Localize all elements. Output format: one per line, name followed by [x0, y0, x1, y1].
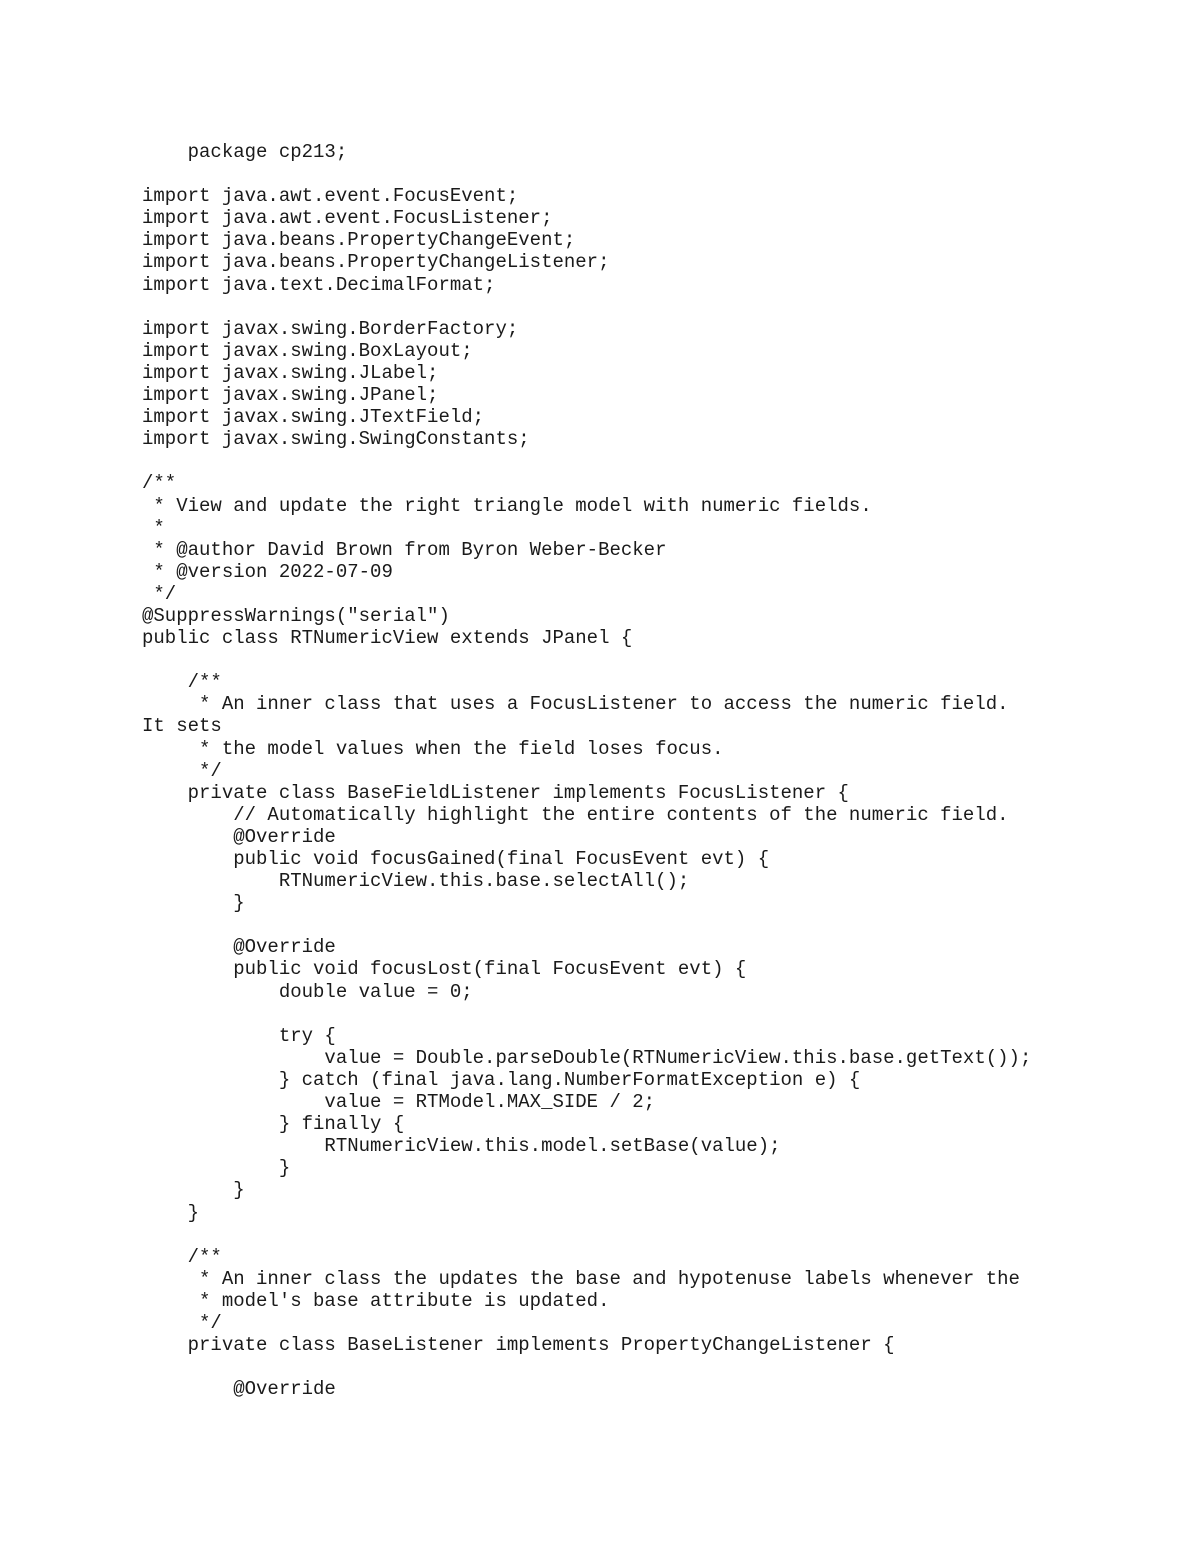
- code-line: [142, 1224, 1102, 1246]
- code-line: [142, 1003, 1102, 1025]
- code-line: /**: [142, 671, 222, 694]
- code-line: [142, 296, 1102, 318]
- code-line: import java.beans.PropertyChangeEvent;: [142, 229, 576, 252]
- code-line: } finally {: [142, 1113, 405, 1136]
- code-line: *: [142, 516, 165, 539]
- code-line: * View and update the right triangle model with numeric fields.: [142, 494, 872, 517]
- code-line: * the model values when the field loses focus.: [142, 737, 724, 760]
- code-line: import javax.swing.JLabel;: [142, 361, 439, 384]
- code-line: * An inner class that uses a FocusListener to access the numeric field.: [142, 693, 1009, 716]
- code-line: try {: [142, 1024, 336, 1047]
- code-line: // Automatically highlight the entire contents of the numeric field.: [142, 803, 1009, 826]
- code-line: private class BaseListener implements PropertyChangeListener {: [142, 1334, 895, 1357]
- code-line: import javax.swing.BorderFactory;: [142, 317, 519, 340]
- code-line: */: [142, 582, 177, 605]
- code-line: * @version 2022-07-09: [142, 560, 393, 583]
- code-line: }: [142, 1179, 245, 1202]
- code-line: @SuppressWarnings("serial"): [142, 604, 450, 627]
- code-line: import java.text.DecimalFormat;: [142, 273, 496, 296]
- code-line: @Override: [142, 825, 336, 848]
- code-line: import javax.swing.JPanel;: [142, 384, 439, 407]
- code-line: @Override: [142, 936, 336, 959]
- code-listing: [142, 141, 1102, 1400]
- code-line: [142, 914, 1102, 936]
- code-line: value = RTModel.MAX_SIDE / 2;: [142, 1091, 656, 1114]
- code-line: import javax.swing.JTextField;: [142, 406, 485, 429]
- code-line: private class BaseFieldListener implements FocusListener {: [142, 781, 849, 804]
- code-line: public class RTNumericView extends JPanel {: [142, 627, 633, 650]
- code-line: package cp213;: [142, 141, 348, 163]
- code-line: [142, 450, 1102, 472]
- code-line: */: [142, 759, 222, 782]
- code-line: import java.beans.PropertyChangeListener;: [142, 251, 610, 274]
- code-line: public void focusGained(final FocusEvent evt) {: [142, 848, 770, 870]
- code-line: }: [142, 892, 245, 915]
- code-line: RTNumericView.this.model.setBase(value);: [142, 1135, 781, 1158]
- code-line: } catch (final java.lang.NumberFormatException e) {: [142, 1068, 861, 1091]
- code-line: * @author David Brown from Byron Weber-Becker: [142, 538, 667, 561]
- code-line: It sets: [142, 715, 222, 738]
- code-line: public void focusLost(final FocusEvent evt) {: [142, 958, 747, 981]
- code-line: [142, 163, 1102, 185]
- code-line: * model's base attribute is updated.: [142, 1289, 610, 1312]
- code-line: /**: [142, 472, 177, 495]
- code-line: */: [142, 1311, 222, 1334]
- code-line: import javax.swing.BoxLayout;: [142, 339, 473, 362]
- code-line: import java.awt.event.FocusEvent;: [142, 185, 519, 208]
- code-line: }: [142, 1201, 200, 1224]
- code-line: import javax.swing.SwingConstants;: [142, 428, 530, 451]
- code-line: import java.awt.event.FocusListener;: [142, 207, 553, 230]
- code-line: }: [142, 1157, 291, 1180]
- code-line: double value = 0;: [142, 980, 473, 1003]
- code-line: * An inner class the updates the base and hypotenuse labels whenever the: [142, 1267, 1020, 1290]
- code-line: @Override: [142, 1378, 336, 1401]
- code-line: [142, 649, 1102, 671]
- code-line: RTNumericView.this.base.selectAll();: [142, 870, 690, 893]
- code-line: /**: [142, 1245, 222, 1268]
- code-line: [142, 1356, 1102, 1378]
- code-line: value = Double.parseDouble(RTNumericView.this.base.getText());: [142, 1046, 1032, 1069]
